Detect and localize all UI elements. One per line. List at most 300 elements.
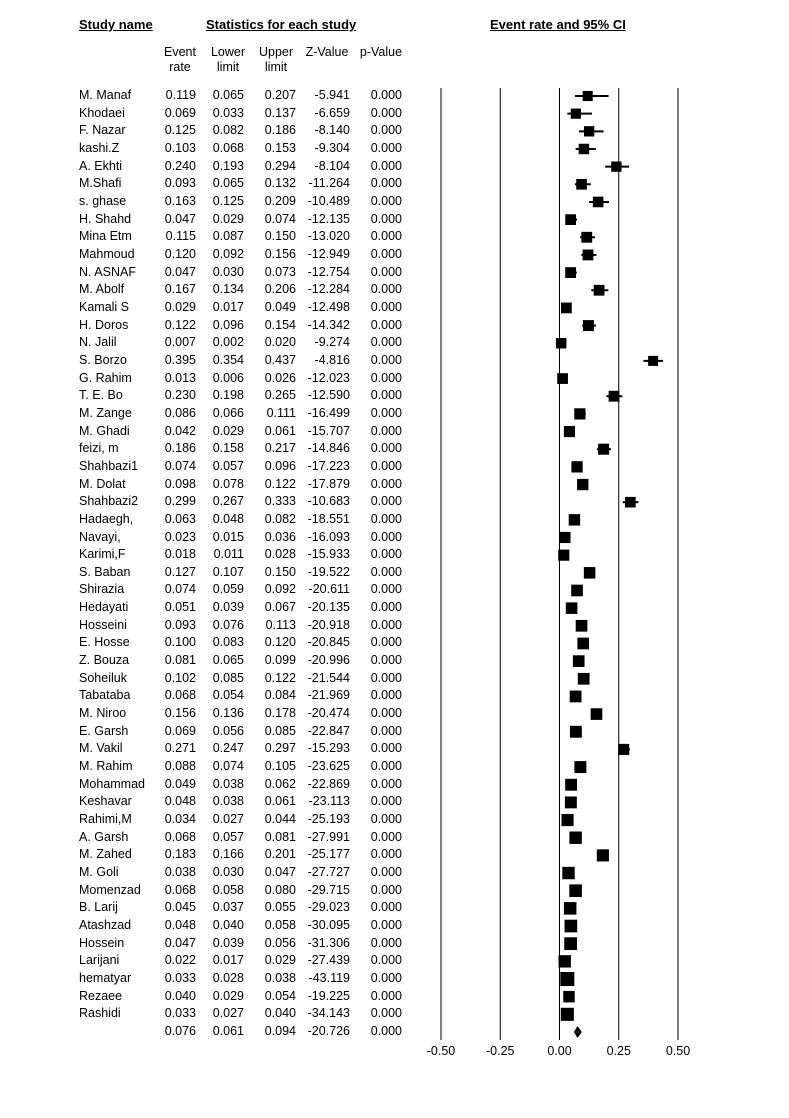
study-name-cell: s. ghase xyxy=(79,193,127,208)
p-value-cell: 0.000 xyxy=(370,423,402,438)
upper-limit-cell: 0.067 xyxy=(264,600,296,615)
effect-marker xyxy=(562,867,574,879)
effect-marker xyxy=(576,179,587,190)
z-value-cell: -12.590 xyxy=(307,388,350,403)
effect-marker xyxy=(559,532,570,543)
lower-limit-cell: 0.198 xyxy=(212,388,244,403)
effect-marker xyxy=(598,444,609,455)
z-value-cell: -8.104 xyxy=(314,158,350,173)
effect-marker xyxy=(558,550,569,561)
upper-limit-cell: 0.081 xyxy=(264,829,296,844)
p-value-cell: 0.000 xyxy=(370,918,402,933)
study-name-cell: E. Hosse xyxy=(79,635,130,650)
study-name-cell: H. Shahd xyxy=(79,211,132,226)
z-value-cell: -21.969 xyxy=(307,688,350,703)
upper-limit-cell: 0.058 xyxy=(264,918,296,933)
event-rate-cell: 0.029 xyxy=(164,299,196,314)
lower-limit-cell: 0.083 xyxy=(212,635,244,650)
upper-limit-cell: 0.111 xyxy=(266,405,296,420)
p-value-cell: 0.000 xyxy=(370,229,402,244)
event-rate-cell: 0.069 xyxy=(164,105,196,120)
z-value-cell: -22.869 xyxy=(307,776,350,791)
effect-marker xyxy=(561,1008,574,1021)
effect-marker xyxy=(564,937,577,950)
z-value-cell: -29.715 xyxy=(307,882,350,897)
study-name-cell: A. Garsh xyxy=(79,829,129,844)
upper-limit-cell: 0.294 xyxy=(264,158,296,173)
event-rate-cell: 0.045 xyxy=(164,900,196,915)
lower-limit-cell: 0.057 xyxy=(212,458,244,473)
p-value-cell: 0.000 xyxy=(370,1006,402,1021)
event-rate-cell: 0.063 xyxy=(164,511,196,526)
study-name-cell: M. Rahim xyxy=(79,759,133,774)
upper-limit-cell: 0.028 xyxy=(264,547,296,562)
z-value-cell: -8.140 xyxy=(314,123,350,138)
effect-marker xyxy=(565,267,576,278)
z-value-cell: -20.845 xyxy=(307,635,350,650)
event-rate-cell: 0.033 xyxy=(164,971,196,985)
p-value-cell: 0.000 xyxy=(370,759,402,774)
z-value-cell: -15.707 xyxy=(307,423,350,438)
p-value-cell: 0.000 xyxy=(370,900,402,915)
effect-marker xyxy=(563,991,574,1002)
lower-limit-cell: 0.193 xyxy=(212,158,244,173)
study-name-cell: N. Jalil xyxy=(79,335,117,350)
lower-limit-cell: 0.066 xyxy=(212,405,244,420)
event-rate-cell: 0.074 xyxy=(164,458,196,473)
p-value-cell: 0.000 xyxy=(370,688,402,703)
z-value-cell: -23.625 xyxy=(307,759,350,774)
upper-limit-cell: 0.122 xyxy=(264,670,296,685)
z-value-cell: -10.489 xyxy=(307,193,350,208)
effect-marker xyxy=(566,602,578,614)
col-p-value-header: p-Value xyxy=(359,45,403,59)
study-name-cell: M. Dolat xyxy=(79,476,126,491)
lower-limit-cell: 0.038 xyxy=(212,776,244,791)
upper-limit-cell: 0.092 xyxy=(264,582,296,597)
effect-marker xyxy=(569,514,580,525)
z-value-cell: -10.683 xyxy=(307,494,350,509)
upper-limit-cell: 0.150 xyxy=(264,564,296,579)
upper-limit-cell: 0.156 xyxy=(264,246,296,261)
lower-limit-cell: 0.015 xyxy=(212,529,244,544)
z-value-cell: -25.177 xyxy=(307,847,350,862)
lower-limit-cell: 0.125 xyxy=(212,193,244,208)
upper-limit-cell: 0.099 xyxy=(264,653,296,668)
z-value-cell: -27.991 xyxy=(307,829,350,844)
z-value-cell: -14.342 xyxy=(307,317,350,332)
lower-limit-cell: 0.074 xyxy=(212,759,244,774)
event-rate-cell: 0.086 xyxy=(164,405,196,420)
z-value-cell: -12.498 xyxy=(307,299,350,314)
p-value-cell: 0.000 xyxy=(370,988,402,1003)
p-value-cell: 0.000 xyxy=(370,123,402,138)
study-name-cell: M. Zange xyxy=(79,405,132,420)
upper-limit-cell: 0.113 xyxy=(265,617,296,632)
effect-marker xyxy=(584,126,594,136)
event-rate-cell: 0.119 xyxy=(165,88,196,102)
z-value-cell: -13.020 xyxy=(307,229,350,244)
upper-limit-cell: 0.297 xyxy=(264,741,296,756)
lower-limit-cell: 0.134 xyxy=(212,282,244,297)
z-value-cell: -20.918 xyxy=(307,617,350,632)
effect-marker xyxy=(571,585,583,597)
event-rate-cell: 0.115 xyxy=(165,229,196,244)
upper-limit-cell: 0.265 xyxy=(264,388,296,403)
effect-marker xyxy=(560,972,574,986)
z-value-cell: -20.726 xyxy=(307,1023,350,1038)
lower-limit-cell: 0.028 xyxy=(212,971,244,985)
upper-limit-cell: 0.061 xyxy=(264,794,296,809)
study-name-cell: Shahbazi2 xyxy=(79,494,139,509)
p-value-cell: 0.000 xyxy=(370,529,402,544)
x-tick-label: -0.25 xyxy=(486,1044,515,1058)
study-name-cell: T. E. Bo xyxy=(79,388,123,403)
z-value-cell: -20.474 xyxy=(307,706,350,721)
effect-marker xyxy=(593,197,604,208)
lower-limit-cell: 0.029 xyxy=(212,423,244,438)
z-value-cell: -17.223 xyxy=(307,458,350,473)
lower-limit-cell: 0.029 xyxy=(212,988,244,1003)
event-rate-cell: 0.023 xyxy=(164,529,196,544)
effect-marker xyxy=(583,250,594,261)
study-name-cell: G. Rahim xyxy=(79,370,132,385)
study-name-cell: Navayi, xyxy=(79,529,121,544)
p-value-cell: 0.000 xyxy=(370,953,402,968)
lower-limit-cell: 0.166 xyxy=(212,847,244,862)
upper-limit-cell: 0.209 xyxy=(264,193,296,208)
p-value-cell: 0.000 xyxy=(370,140,402,155)
lower-limit-cell: 0.038 xyxy=(212,794,244,809)
effect-marker xyxy=(583,91,593,101)
event-rate-cell: 0.125 xyxy=(164,123,196,138)
z-value-cell: -43.119 xyxy=(308,971,350,985)
effect-marker xyxy=(559,955,571,967)
effect-marker xyxy=(578,673,590,685)
lower-limit-cell: 0.082 xyxy=(212,123,244,138)
lower-limit-cell: 0.006 xyxy=(212,370,244,385)
event-rate-cell: 0.100 xyxy=(164,635,196,650)
effect-marker xyxy=(570,691,582,703)
study-name-cell: M. Abolf xyxy=(79,282,125,297)
event-rate-cell: 0.034 xyxy=(164,812,196,827)
lower-limit-cell: 0.068 xyxy=(212,140,244,155)
effect-marker xyxy=(556,338,566,348)
event-rate-cell: 0.271 xyxy=(164,741,196,756)
study-name-cell: M. Ghadi xyxy=(79,423,130,438)
event-rate-cell: 0.120 xyxy=(164,246,196,261)
p-value-cell: 0.000 xyxy=(370,388,402,403)
z-value-cell: -12.284 xyxy=(307,282,350,297)
lower-limit-cell: 0.087 xyxy=(212,229,244,244)
p-value-cell: 0.000 xyxy=(370,370,402,385)
event-rate-cell: 0.240 xyxy=(164,158,196,173)
z-value-cell: -12.949 xyxy=(307,246,350,261)
upper-limit-cell: 0.084 xyxy=(264,688,296,703)
p-value-cell: 0.000 xyxy=(370,706,402,721)
event-rate-cell: 0.018 xyxy=(164,547,196,562)
p-value-cell: 0.000 xyxy=(370,405,402,420)
lower-limit-cell: 0.037 xyxy=(212,900,244,915)
p-value-cell: 0.000 xyxy=(370,670,402,685)
study-name-cell: feizi, m xyxy=(79,441,119,456)
upper-limit-cell: 0.040 xyxy=(264,1006,296,1021)
study-name-cell: M. Manaf xyxy=(79,88,132,102)
study-name-cell: M. Vakil xyxy=(79,741,123,756)
lower-limit-cell: 0.029 xyxy=(212,211,244,226)
x-tick-label: -0.50 xyxy=(426,1044,456,1058)
upper-limit-cell: 0.054 xyxy=(264,988,296,1003)
event-rate-cell: 0.093 xyxy=(164,617,196,632)
x-tick-label: 0.25 xyxy=(606,1044,631,1058)
event-rate-cell: 0.040 xyxy=(164,988,196,1003)
p-value-cell: 0.000 xyxy=(370,494,402,509)
effect-marker xyxy=(569,832,581,844)
z-value-cell: -22.847 xyxy=(307,723,350,738)
p-value-cell: 0.000 xyxy=(370,547,402,562)
p-value-cell: 0.000 xyxy=(370,335,402,350)
study-name-header: Study name xyxy=(79,17,153,32)
lower-limit-cell: 0.030 xyxy=(212,865,244,880)
lower-limit-cell: 0.054 xyxy=(212,688,244,703)
lower-limit-cell: 0.056 xyxy=(212,723,244,738)
upper-limit-cell: 0.062 xyxy=(264,776,296,791)
p-value-cell: 0.000 xyxy=(370,882,402,897)
lower-limit-cell: 0.027 xyxy=(212,812,244,827)
event-rate-cell: 0.102 xyxy=(164,670,196,685)
upper-limit-cell: 0.105 xyxy=(264,759,296,774)
upper-limit-cell: 0.038 xyxy=(264,971,296,985)
z-value-cell: -18.551 xyxy=(307,511,350,526)
event-rate-cell: 0.068 xyxy=(164,882,196,897)
lower-limit-cell: 0.247 xyxy=(212,741,244,756)
effect-marker xyxy=(569,884,582,897)
upper-limit-cell: 0.333 xyxy=(264,494,296,509)
effect-marker xyxy=(565,214,576,225)
effect-marker xyxy=(571,109,581,119)
z-value-cell: -20.611 xyxy=(308,582,350,597)
upper-limit-cell: 0.207 xyxy=(264,88,296,102)
lower-limit-cell: 0.158 xyxy=(212,441,244,456)
p-value-cell: 0.000 xyxy=(370,865,402,880)
effect-marker xyxy=(577,638,589,650)
p-value-cell: 0.000 xyxy=(370,441,402,456)
upper-limit-cell: 0.154 xyxy=(264,317,296,332)
study-name-cell: hematyar xyxy=(79,971,132,985)
lower-limit-cell: 0.039 xyxy=(212,935,244,950)
upper-limit-cell: 0.080 xyxy=(264,882,296,897)
effect-marker xyxy=(583,320,594,331)
x-tick-label: 0.50 xyxy=(665,1044,691,1058)
effect-marker xyxy=(576,620,588,632)
p-value-cell: 0.000 xyxy=(370,264,402,279)
event-rate-cell: 0.081 xyxy=(164,653,196,668)
upper-limit-cell: 0.437 xyxy=(264,352,296,367)
event-rate-cell: 0.049 xyxy=(164,776,196,791)
lower-limit-cell: 0.039 xyxy=(212,600,244,615)
study-name-cell: Tabataba xyxy=(79,688,131,703)
effect-marker xyxy=(577,479,588,490)
lower-limit-cell: 0.033 xyxy=(212,105,244,120)
effect-marker xyxy=(574,408,585,419)
study-name-cell: Hosseini xyxy=(79,617,127,632)
event-rate-cell: 0.068 xyxy=(164,829,196,844)
lower-limit-cell: 0.092 xyxy=(212,246,244,261)
study-name-cell: Kamali S xyxy=(79,299,130,314)
event-rate-cell: 0.163 xyxy=(164,193,196,208)
event-rate-cell: 0.186 xyxy=(164,441,196,456)
effect-marker xyxy=(609,391,620,402)
event-rate-cell: 0.122 xyxy=(164,317,196,332)
study-name-cell: F. Nazar xyxy=(79,123,126,138)
p-value-cell: 0.000 xyxy=(370,582,402,597)
p-value-cell: 0.000 xyxy=(370,935,402,950)
study-name-cell: B. Larij xyxy=(79,900,118,915)
upper-limit-cell: 0.186 xyxy=(264,123,296,138)
upper-limit-cell: 0.150 xyxy=(264,229,296,244)
lower-limit-cell: 0.267 xyxy=(212,494,244,509)
study-name-cell: M. Niroo xyxy=(79,706,127,721)
lower-limit-cell: 0.085 xyxy=(212,670,244,685)
event-rate-cell: 0.022 xyxy=(164,953,196,968)
event-rate-cell: 0.069 xyxy=(164,723,196,738)
effect-marker xyxy=(611,161,621,171)
event-rate-cell: 0.042 xyxy=(164,423,196,438)
z-value-cell: -17.879 xyxy=(307,476,350,491)
lower-limit-cell: 0.076 xyxy=(212,617,244,632)
z-value-cell: -12.135 xyxy=(307,211,350,226)
effect-marker xyxy=(581,232,592,243)
z-value-cell: -27.727 xyxy=(307,865,350,880)
p-value-cell: 0.000 xyxy=(370,635,402,650)
event-rate-cell: 0.068 xyxy=(164,688,196,703)
z-value-cell: -34.143 xyxy=(307,1006,350,1021)
upper-limit-cell: 0.137 xyxy=(264,105,296,120)
p-value-cell: 0.000 xyxy=(370,193,402,208)
study-name-cell: Atashzad xyxy=(79,918,132,933)
lower-limit-cell: 0.065 xyxy=(212,88,244,102)
study-name-cell: kashi.Z xyxy=(79,140,120,155)
event-rate-cell: 0.048 xyxy=(164,794,196,809)
upper-limit-cell: 0.049 xyxy=(264,299,296,314)
p-value-cell: 0.000 xyxy=(370,158,402,173)
x-tick-label: 0.00 xyxy=(547,1044,572,1058)
effect-marker xyxy=(565,920,578,933)
upper-limit-cell: 0.056 xyxy=(264,935,296,950)
p-value-cell: 0.000 xyxy=(370,88,402,102)
lower-limit-cell: 0.017 xyxy=(212,953,244,968)
upper-limit-cell: 0.206 xyxy=(264,282,296,297)
study-name-cell: Hossein xyxy=(79,935,125,950)
z-value-cell: -16.499 xyxy=(307,405,350,420)
lower-limit-cell: 0.107 xyxy=(212,564,244,579)
p-value-cell: 0.000 xyxy=(370,282,402,297)
upper-limit-cell: 0.120 xyxy=(264,635,296,650)
study-name-cell: Shirazia xyxy=(79,582,125,597)
upper-limit-cell: 0.122 xyxy=(264,476,296,491)
event-rate-cell: 0.074 xyxy=(164,582,196,597)
event-rate-cell: 0.127 xyxy=(164,564,196,579)
effect-marker xyxy=(591,708,603,720)
upper-limit-cell: 0.020 xyxy=(264,335,296,350)
z-value-cell: -19.522 xyxy=(307,564,350,579)
study-name-cell: S. Baban xyxy=(79,564,131,579)
event-rate-cell: 0.051 xyxy=(164,600,196,615)
p-value-cell: 0.000 xyxy=(370,812,402,827)
upper-limit-cell: 0.026 xyxy=(264,370,296,385)
lower-limit-cell: 0.058 xyxy=(212,882,244,897)
study-name-cell: Momenzad xyxy=(79,882,141,897)
lower-limit-cell: 0.048 xyxy=(212,511,244,526)
event-rate-cell: 0.047 xyxy=(164,935,196,950)
lower-limit-cell: 0.017 xyxy=(212,299,244,314)
event-rate-cell: 0.048 xyxy=(164,918,196,933)
effect-marker xyxy=(618,744,629,755)
study-name-cell: Keshavar xyxy=(79,794,132,809)
upper-limit-cell: 0.036 xyxy=(264,529,296,544)
p-value-cell: 0.000 xyxy=(370,511,402,526)
study-name-cell: Soheiluk xyxy=(79,670,127,685)
p-value-cell: 0.000 xyxy=(370,176,402,191)
p-value-cell: 0.000 xyxy=(370,847,402,862)
p-value-cell: 0.000 xyxy=(370,971,402,985)
z-value-cell: -12.754 xyxy=(307,264,350,279)
upper-limit-cell: 0.074 xyxy=(264,211,296,226)
p-value-cell: 0.000 xyxy=(370,600,402,615)
p-value-cell: 0.000 xyxy=(370,741,402,756)
effect-marker xyxy=(573,655,585,667)
p-value-cell: 0.000 xyxy=(370,776,402,791)
p-value-cell: 0.000 xyxy=(370,352,402,367)
p-value-cell: 0.000 xyxy=(370,299,402,314)
study-name-cell: S. Borzo xyxy=(79,352,127,367)
effect-marker xyxy=(561,303,572,314)
study-name-cell: Rashidi xyxy=(79,1006,121,1021)
lower-limit-cell: 0.002 xyxy=(212,335,244,350)
p-value-cell: 0.000 xyxy=(370,829,402,844)
z-value-cell: -23.113 xyxy=(308,794,350,809)
effect-marker xyxy=(597,849,609,861)
p-value-cell: 0.000 xyxy=(370,458,402,473)
p-value-cell: 0.000 xyxy=(370,105,402,120)
p-value-cell: 0.000 xyxy=(370,317,402,332)
z-value-cell: -15.293 xyxy=(307,741,350,756)
lower-limit-cell: 0.011 xyxy=(213,547,244,562)
effect-marker xyxy=(557,373,568,384)
effect-marker xyxy=(571,461,582,472)
p-value-cell: 0.000 xyxy=(370,653,402,668)
upper-limit-cell: 0.217 xyxy=(264,441,296,456)
effect-marker xyxy=(625,497,636,508)
z-value-cell: -25.193 xyxy=(307,812,350,827)
p-value-cell: 0.000 xyxy=(370,794,402,809)
upper-limit-cell: 0.096 xyxy=(264,458,296,473)
p-value-cell: 0.000 xyxy=(370,476,402,491)
z-value-cell: -20.996 xyxy=(307,653,350,668)
lower-limit-cell: 0.040 xyxy=(212,918,244,933)
z-value-cell: -9.304 xyxy=(314,140,350,155)
event-rate-cell: 0.038 xyxy=(164,865,196,880)
z-value-cell: -12.023 xyxy=(307,370,350,385)
effect-marker xyxy=(648,356,658,366)
effect-marker xyxy=(564,902,577,915)
z-value-cell: -29.023 xyxy=(307,900,350,915)
z-value-cell: -16.093 xyxy=(307,529,350,544)
event-rate-cell: 0.076 xyxy=(164,1023,196,1038)
z-value-cell: -4.816 xyxy=(314,352,350,367)
study-name-cell: Hadaegh, xyxy=(79,511,134,526)
upper-limit-cell: 0.201 xyxy=(264,847,296,862)
